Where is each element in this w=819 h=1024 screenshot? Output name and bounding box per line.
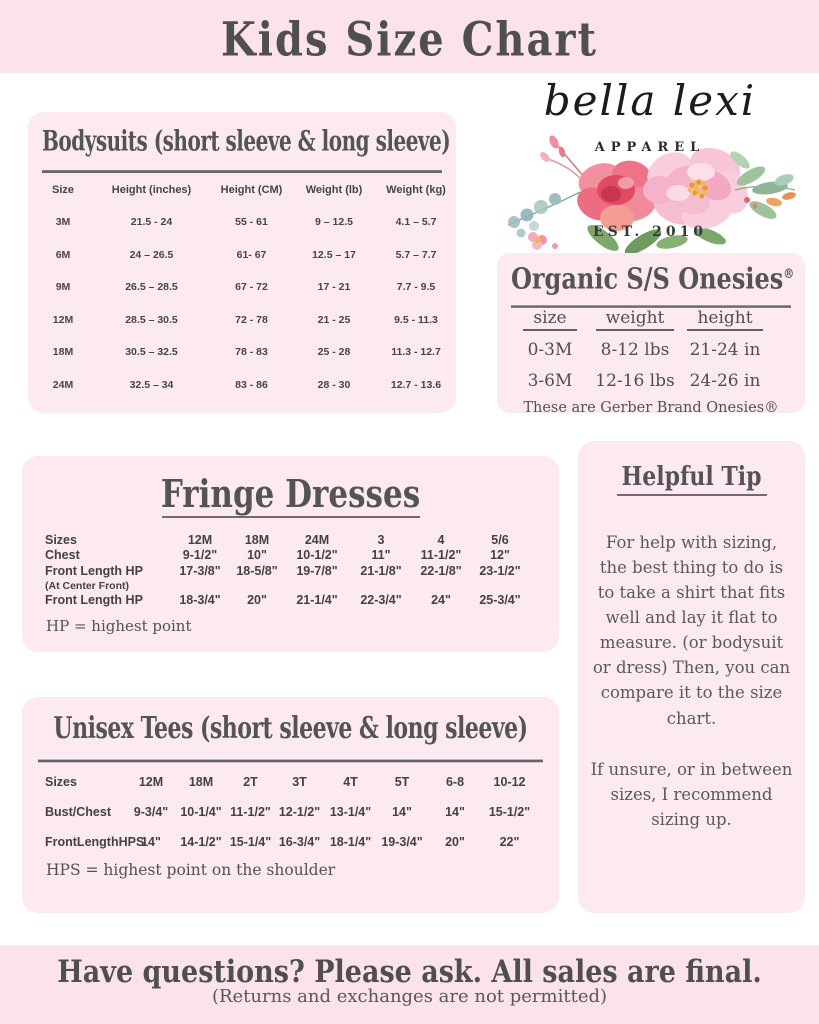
bodysuits-table	[28, 173, 456, 401]
onesies-section	[497, 253, 805, 416]
column-header-height-cm: Height (CM)	[220, 183, 283, 196]
unisex-note: HPS = highest point on the shoulder	[46, 861, 336, 879]
fringe-note: HP = highest point	[46, 617, 192, 635]
row-label: Chest	[45, 548, 80, 563]
table-cell: 22-3/4"	[360, 593, 402, 608]
table-cell: 28 - 30	[317, 378, 351, 391]
table-cell: 18M	[52, 346, 74, 359]
column-header-height-in: Height (inches)	[111, 183, 192, 196]
fringe-table	[22, 532, 559, 608]
table-cell: 67 - 72	[235, 281, 268, 294]
bodysuits-title: Bodysuits (short sleeve & long sleeve)	[42, 124, 442, 173]
column-header-weight-kg: Weight (kg)	[386, 183, 446, 196]
onesies-table	[497, 308, 805, 396]
table-cell: 16-3/4"	[278, 835, 321, 849]
table-cell: 32.5 – 34	[129, 378, 174, 391]
tip-body	[590, 530, 793, 832]
table-cell: 14"	[445, 805, 465, 819]
table-cell: 11.3 - 12.7	[391, 346, 441, 359]
table-cell: 24 – 26.5	[129, 248, 174, 261]
table-cell: 9M	[55, 281, 71, 294]
table-cell: 5.7 – 7.7	[395, 248, 437, 261]
table-cell: 24M	[52, 378, 74, 391]
table-cell: 17-3/8"	[179, 563, 221, 578]
tip-title: Helpful Tip	[621, 461, 762, 493]
tip-paragraph: For help with sizing, the best thing to do is to take a shirt that fits well and lay it flat to measure. (or bodysuit or dress) Then, you can compare it to the size chart.	[592, 533, 791, 728]
footer-banner	[0, 945, 819, 1024]
table-cell: 4.1 – 5.7	[395, 216, 437, 229]
table-cell: 12M	[138, 775, 164, 789]
table-cell: 4T	[343, 775, 358, 789]
table-cell: 61- 67	[236, 248, 267, 261]
table-cell: 25 - 28	[317, 346, 351, 359]
table-cell: 12M	[187, 532, 213, 547]
onesies-note: These are Gerber Brand Onesies®	[523, 400, 779, 416]
table-cell: 19-3/4"	[381, 835, 423, 849]
table-cell: 2T	[243, 775, 258, 789]
brand-established: EST. 2010	[592, 224, 708, 240]
row-sublabel: (At Center Front)	[45, 579, 129, 592]
table-cell: 5T	[394, 775, 410, 789]
column-header-size: size	[511, 308, 589, 334]
row-label: Sizes	[45, 532, 77, 547]
table-cell: 15-1/2"	[488, 805, 531, 819]
unisex-title: Unisex Tees (short sleeve & long sleeve)	[38, 711, 543, 762]
table-cell: 12-16 lbs	[595, 370, 675, 391]
table-cell: 18M	[188, 775, 214, 789]
brand-name: bella lexi	[543, 76, 757, 125]
table-cell: 30.5 – 32.5	[125, 346, 178, 359]
table-cell: 9-1/2"	[182, 548, 218, 563]
brand-logo	[500, 74, 800, 254]
table-cell: 3-6M	[527, 370, 573, 391]
onesies-title-text: Organic S/S Onesies	[511, 261, 784, 296]
unisex-tees-section	[22, 697, 559, 913]
table-cell: 9-3/4"	[133, 805, 169, 819]
row-label: FrontLengthHPS	[45, 835, 145, 849]
helpful-tip-section	[578, 441, 805, 913]
table-cell: 24-26 in	[689, 370, 761, 391]
bodysuits-section	[28, 112, 456, 413]
table-cell: 11"	[371, 548, 391, 563]
table-cell: 22"	[499, 835, 520, 849]
title-banner	[0, 0, 819, 73]
table-cell: 10-1/4"	[180, 805, 222, 819]
column-header-weight: weight	[589, 308, 681, 334]
onesies-title	[511, 261, 795, 308]
table-cell: 28.5 – 30.5	[125, 313, 178, 326]
table-cell: 78 - 83	[235, 346, 268, 359]
footer-line2: (Returns and exchanges are not permitted)	[211, 986, 608, 1007]
table-cell: 72 - 78	[235, 313, 268, 326]
heading-underline	[617, 494, 767, 496]
table-cell: 20"	[445, 835, 465, 849]
table-cell: 26.5 – 28.5	[125, 281, 178, 294]
table-cell: 10-12	[493, 775, 526, 789]
table-cell: 7.7 - 9.5	[396, 281, 436, 294]
row-label: Bust/Chest	[45, 805, 111, 819]
table-cell: 18-5/8"	[236, 563, 278, 578]
table-cell: 10"	[247, 548, 267, 563]
table-cell: 23-1/2"	[479, 563, 521, 578]
table-cell: 17 - 21	[317, 281, 351, 294]
table-cell: 3	[377, 532, 385, 547]
table-cell: 20"	[247, 593, 267, 608]
column-header-size: Size	[51, 183, 74, 196]
table-cell: 25-3/4"	[479, 593, 521, 608]
table-cell: 13-1/4"	[329, 805, 372, 819]
spacer	[172, 579, 532, 593]
table-cell: 15-1/4"	[229, 835, 272, 849]
row-label: Sizes	[45, 775, 77, 789]
table-cell: 21-24 in	[689, 339, 761, 360]
column-header-height: height	[681, 308, 769, 334]
table-cell: 22-1/8"	[420, 563, 462, 578]
table-cell: 14"	[141, 835, 161, 849]
table-cell: 5/6	[491, 532, 509, 547]
table-cell: 3T	[292, 775, 307, 789]
table-cell: 21 - 25	[317, 313, 351, 326]
table-cell: 0-3M	[527, 339, 573, 360]
table-cell: 8-12 lbs	[600, 339, 670, 360]
table-cell: 21.5 - 24	[130, 216, 173, 229]
table-cell: 83 - 86	[235, 378, 268, 391]
table-cell: 19-7/8"	[296, 563, 338, 578]
table-cell: 6-8	[445, 775, 465, 789]
table-cell: 18-1/4"	[329, 835, 372, 849]
table-cell: 18-3/4"	[179, 593, 221, 608]
table-cell: 12.7 - 13.6	[390, 378, 442, 391]
table-cell: 11-1/2"	[230, 805, 271, 819]
table-cell: 24M	[304, 532, 330, 547]
row-label: Front Length HP	[45, 563, 143, 578]
table-cell: 3M	[55, 216, 71, 229]
table-cell: 18M	[244, 532, 270, 547]
table-cell: 11-1/2"	[420, 548, 462, 563]
table-cell: 12"	[490, 548, 510, 563]
table-cell: 14"	[392, 805, 412, 819]
fringe-dresses-section	[22, 456, 559, 652]
tip-paragraph: If unsure, or in between sizes, I recommend sizing up.	[590, 759, 793, 829]
table-cell: 21-1/4"	[296, 593, 338, 608]
table-cell: 12M	[52, 313, 74, 326]
table-cell: 24"	[431, 593, 451, 608]
table-cell: 12-1/2"	[278, 805, 321, 819]
fringe-title: Fringe Dresses	[160, 472, 421, 517]
footer-line1: Have questions? Please ask. All sales are final.	[57, 954, 762, 990]
registered-mark: ®	[783, 265, 795, 282]
page-title: Kids Size Chart	[221, 11, 598, 68]
unisex-table	[22, 767, 559, 857]
table-cell: 9.5 - 11.3	[394, 313, 438, 326]
table-cell: 10-1/2"	[296, 548, 338, 563]
brand-subtitle: APPAREL	[594, 140, 706, 155]
table-cell: 6M	[55, 248, 71, 261]
column-header-weight-lb: Weight (lb)	[305, 183, 363, 196]
table-cell: 55 - 61	[235, 216, 268, 229]
table-cell: 9 – 12.5	[315, 216, 353, 229]
table-cell: 12.5 – 17	[312, 248, 356, 261]
table-cell: 21-1/8"	[360, 563, 402, 578]
table-cell: 14-1/2"	[180, 835, 222, 849]
table-cell: 4	[437, 532, 445, 547]
row-label: Front Length HP	[45, 593, 143, 608]
